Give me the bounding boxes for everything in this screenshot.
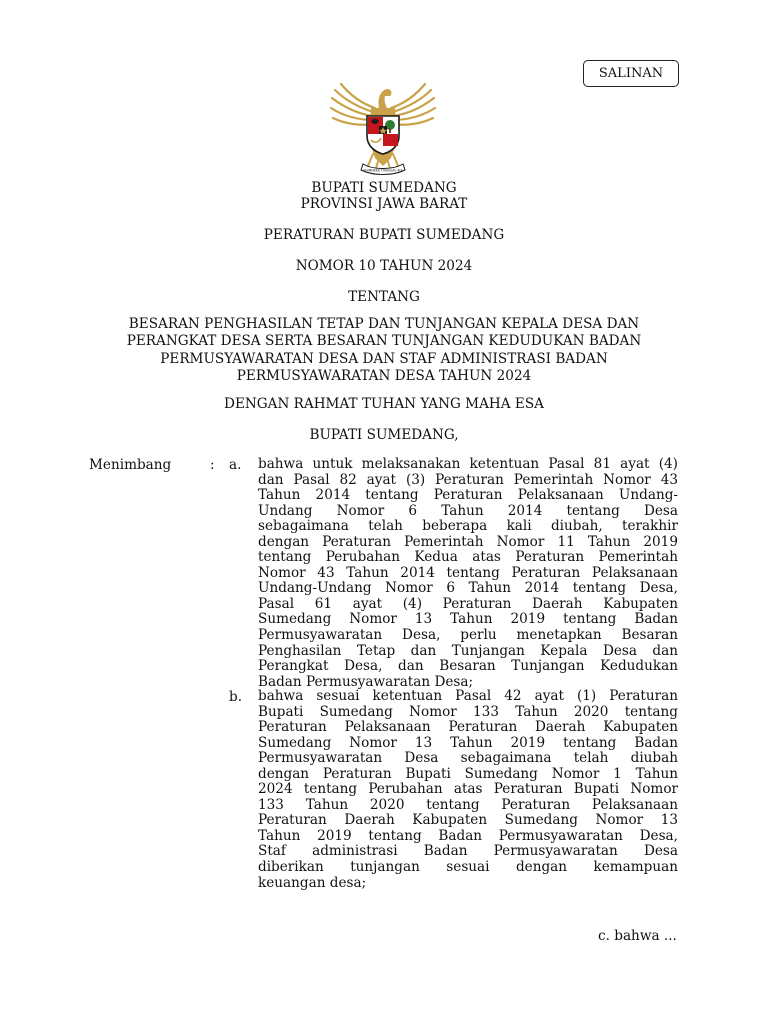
item-text-line: Nomor 43 Tahun 2014 tentang Peraturan Pelaksanaan — [258, 564, 678, 581]
item-text-line: bahwa sesuai ketentuan Pasal 42 ayat (1) Peraturan — [258, 688, 678, 704]
regent-line: BUPATI SUMEDANG, — [309, 427, 459, 443]
item-text-line: Peraturan Pelaksanaan Peraturan Daerah Kabupaten — [258, 719, 678, 736]
regulation-heading: PERATURAN BUPATI SUMEDANG — [263, 227, 505, 243]
item-text-line: Badan Permusyawaratan Desa; — [258, 673, 474, 690]
item-text-line: dengan Peraturan Bupati Sumedang Nomor 1 Tahun — [258, 765, 678, 782]
item-text-line: Tahun 2019 tentang Badan Permusyawaratan Desa, — [258, 827, 678, 844]
item-text-line: Permusyawaratan Desa, perlu menetapkan Besaran — [258, 627, 678, 644]
emblem-motto: BHINNEKA TUNGGAL IKA — [363, 168, 403, 173]
item-text-line: Sumedang Nomor 13 Tahun 2019 tentang Badan — [258, 734, 678, 751]
item-letter-b: b. — [229, 689, 243, 705]
item-text-line: Staf administrasi Badan Permusyawaratan Desa — [258, 843, 678, 860]
menimbang-label: Menimbang — [89, 457, 172, 473]
item-text-line: sebagaimana telah beberapa kali diubah, terakhir — [258, 518, 678, 535]
blessing-line: DENGAN RAHMAT TUHAN YANG MAHA ESA — [224, 396, 544, 412]
item-text-line: Penghasilan Tetap dan Tunjangan Kepala Desa dan — [258, 642, 678, 659]
regulation-number: NOMOR 10 TAHUN 2024 — [295, 258, 473, 274]
header-regent-line: BUPATI SUMEDANG — [311, 180, 457, 196]
item-text-line: Undang Nomor 6 Tahun 2014 tentang Desa — [258, 502, 678, 519]
salinan-stamp: SALINAN — [583, 60, 679, 87]
header-province-line: PROVINSI JAWA BARAT — [300, 196, 468, 212]
item-text-line: Undang-Undang Nomor 6 Tahun 2014 tentang Desa, — [258, 580, 678, 597]
regulation-title — [90, 316, 678, 386]
title-line: PERMUSYAWARATAN DESA DAN STAF ADMINISTRASI BADAN — [160, 350, 608, 367]
item-text-line: Sumedang Nomor 13 Tahun 2019 tentang Badan — [258, 611, 678, 628]
menimbang-item-b — [258, 689, 678, 891]
item-text-line: dengan Peraturan Pemerintah Nomor 11 Tahun 2019 — [258, 533, 678, 550]
item-text-line: Permusyawaratan Desa sebagaimana telah diubah — [258, 750, 678, 767]
menimbang-item-a — [258, 457, 678, 690]
item-text-line: diberikan tunjangan sesuai dengan kemampuan — [258, 859, 678, 876]
item-text-line: Bupati Sumedang Nomor 133 Tahun 2020 tentang — [258, 703, 678, 720]
item-text-line: Tahun 2014 tentang Peraturan Pelaksanaan Undang- — [258, 487, 678, 504]
title-line: BESARAN PENGHASILAN TETAP DAN TUNJANGAN KEPALA DESA DAN — [128, 316, 640, 332]
item-text-line: 133 Tahun 2020 tentang Peraturan Pelaksanaan — [258, 796, 678, 813]
menimbang-colon: : — [210, 457, 215, 473]
title-line: PERMUSYAWARATAN DESA TAHUN 2024 — [236, 368, 532, 385]
item-text-line: bahwa untuk melaksanakan ketentuan Pasal 81 ayat (4) — [258, 456, 678, 472]
item-text-line: tentang Perubahan Kedua atas Peraturan Pemerintah — [258, 549, 678, 566]
title-line: PERANGKAT DESA SERTA BESARAN TUNJANGAN KEDUDUKAN BADAN — [126, 333, 642, 350]
item-text-line: Perangkat Desa, dan Besaran Tunjangan Kedudukan — [258, 658, 678, 675]
item-text-line: Pasal 61 ayat (4) Peraturan Daerah Kabupaten — [258, 595, 678, 612]
continuation-note: c. bahwa ... — [598, 928, 677, 944]
item-text-line: Peraturan Daerah Kabupaten Sumedang Nomor 13 — [258, 812, 678, 829]
item-text-line: dan Pasal 82 ayat (3) Peraturan Pemerintah Nomor 43 — [258, 471, 678, 488]
item-text-line: keuangan desa; — [258, 874, 367, 891]
item-text-line: 2024 tentang Perubahan atas Peraturan Bupati Nomor — [258, 781, 678, 798]
item-letter-a: a. — [229, 457, 242, 473]
garuda-pancasila-emblem-icon — [323, 78, 443, 178]
regulation-about: TENTANG — [348, 289, 420, 305]
